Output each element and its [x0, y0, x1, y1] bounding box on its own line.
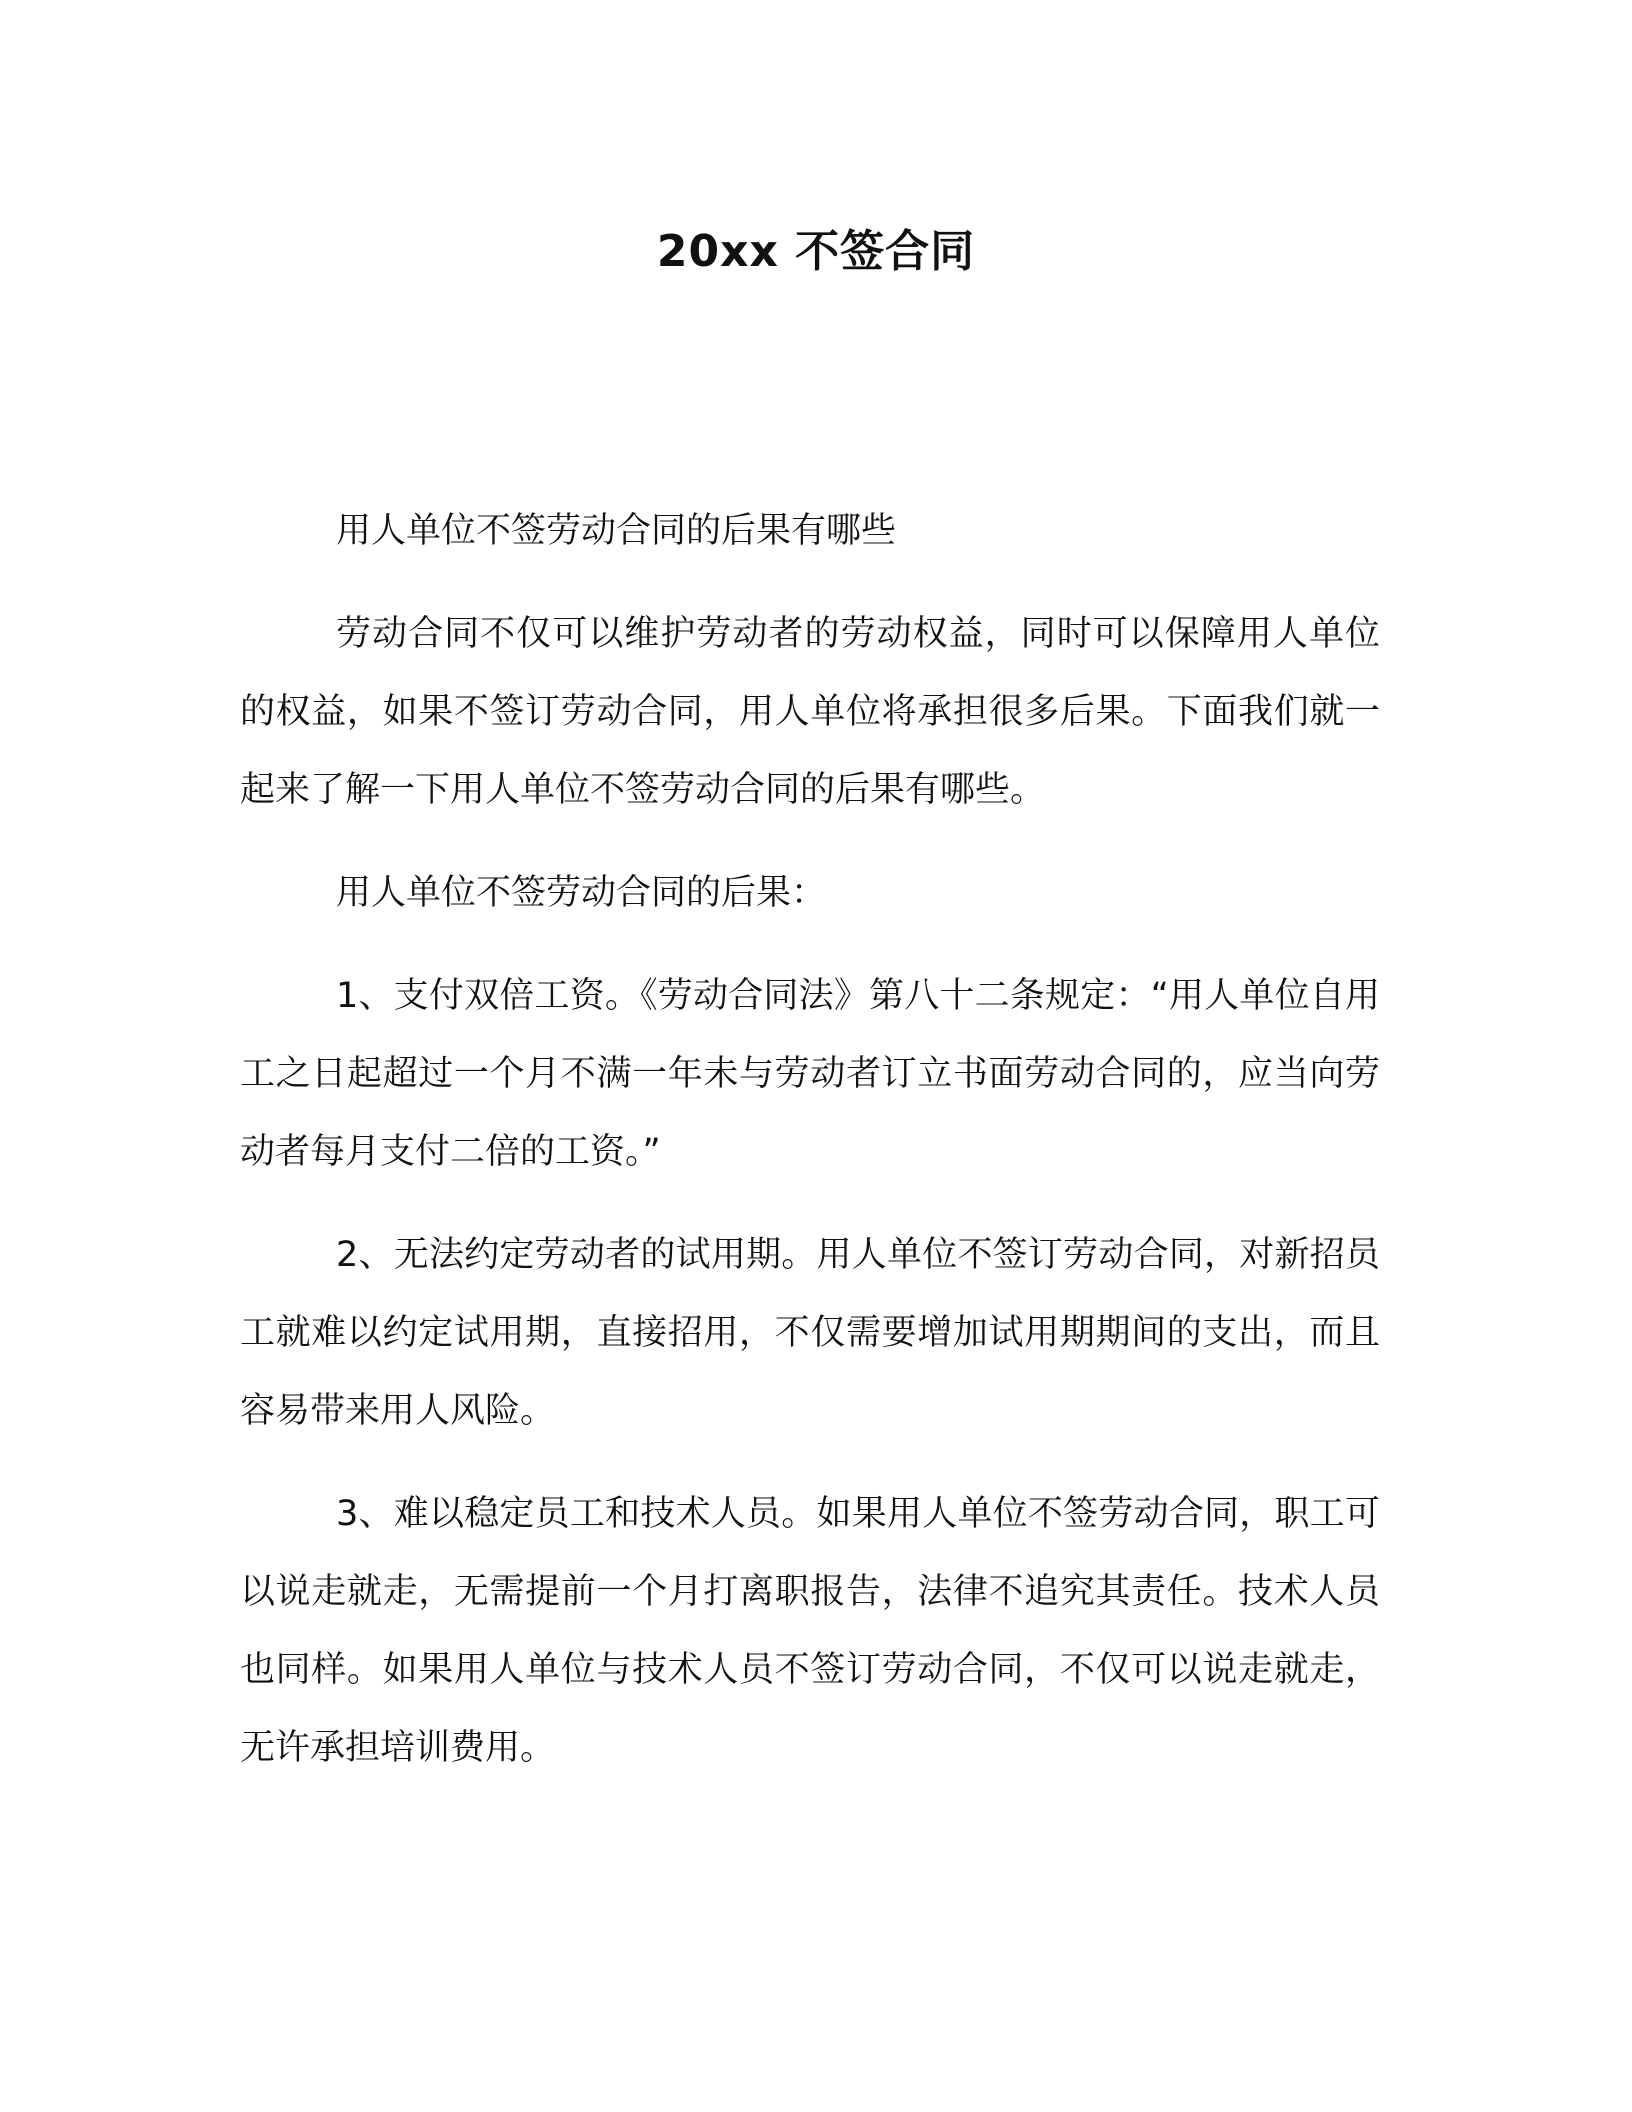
consequence-item-2: 2、无法约定劳动者的试用期。用人单位不签订劳动合同，对新招员工就难以约定试用期，直接招用，不仅需要增加试用期期间的支出，而且容易带来用人风险。 — [240, 1235, 1380, 1431]
intro-paragraph: 劳动合同不仅可以维护劳动者的劳动权益，同时可以保障用人单位的权益，如果不签订劳动合同，用人单位将承担很多后果。下面我们就一起来了解一下用人单位不签劳动合同的后果有哪些。 — [240, 614, 1380, 810]
consequences-heading: 用人单位不签劳动合同的后果： — [336, 873, 827, 913]
consequence-item-3: 3、难以稳定员工和技术人员。如果用人单位不签劳动合同，职工可以说走就走，无需提前一个月打离职报告，法律不追究其责任。技术人员也同样。如果用人单位与技术人员不签订劳动合同，不仅可以说走就走，无许承担培训费用。 — [240, 1494, 1380, 1768]
document-body — [240, 492, 1380, 1812]
consequence-item-1: 1、支付双倍工资。《劳动合同法》第八十二条规定：“用人单位自用工之日起超过一个月不满一年未与劳动者订立书面劳动合同的，应当向劳动者每月支付二倍的工资。” — [240, 976, 1380, 1172]
section-heading: 用人单位不签劳动合同的后果有哪些 — [336, 511, 897, 551]
document-title: 20xx 不签合同 — [656, 226, 976, 277]
